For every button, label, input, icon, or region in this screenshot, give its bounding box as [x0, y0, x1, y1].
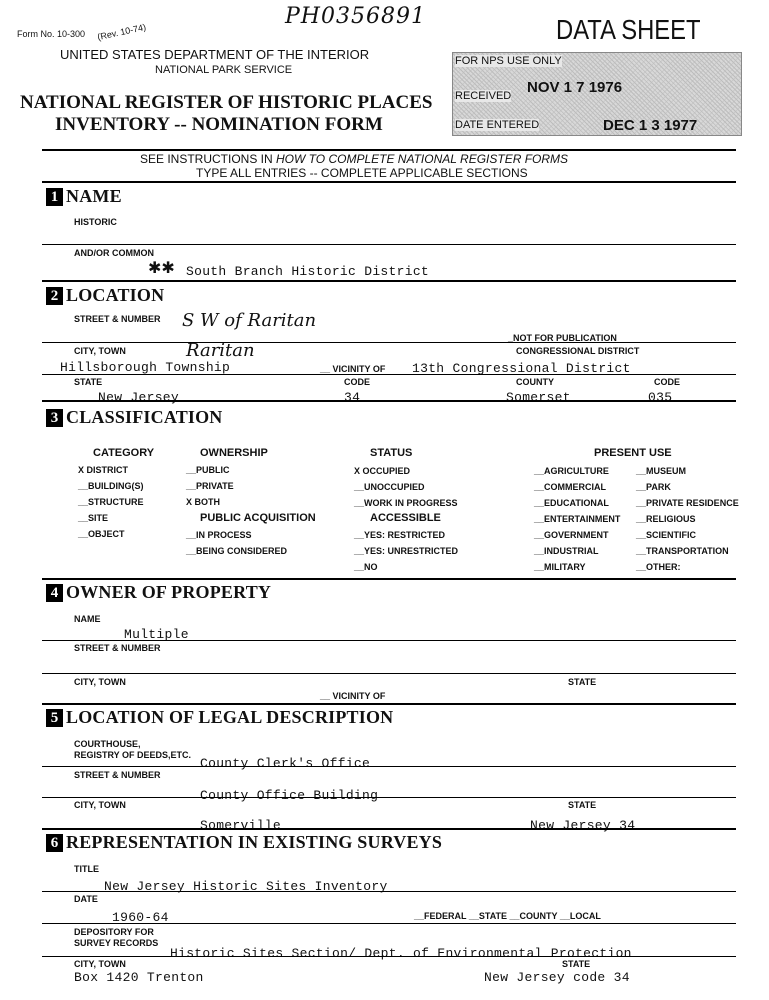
city-line	[42, 374, 736, 375]
owner-street-line	[42, 673, 736, 674]
form-title-line2: INVENTORY -- NOMINATION FORM	[55, 114, 383, 135]
section-2-title: LOCATION	[66, 285, 165, 305]
ownership-public[interactable]: __PUBLIC	[186, 465, 230, 475]
use-park[interactable]: __PARK	[636, 482, 671, 492]
survey-date-value: 1960-64	[112, 910, 169, 925]
accessible-heading: ACCESSIBLE	[370, 512, 441, 524]
ownership-private[interactable]: __PRIVATE	[186, 481, 234, 491]
use-museum[interactable]: __MUSEUM	[636, 466, 687, 476]
public-acquisition-heading: PUBLIC ACQUISITION	[200, 512, 316, 524]
use-religious[interactable]: __RELIGIOUS	[636, 514, 696, 524]
data-sheet-heading: DATA SHEET	[556, 14, 701, 45]
ownership-both[interactable]: X BOTH	[186, 497, 221, 507]
owner-street-label: STREET & NUMBER	[74, 643, 161, 653]
use-entertainment[interactable]: __ENTERTAINMENT	[534, 514, 621, 524]
survey-city-label: CITY, TOWN	[74, 959, 126, 969]
form-title-line1: NATIONAL REGISTER OF HISTORIC PLACES	[20, 92, 433, 113]
survey-date-label: DATE	[74, 894, 98, 904]
not-for-publication: _NOT FOR PUBLICATION	[508, 333, 617, 343]
owner-state-label: STATE	[568, 677, 597, 687]
category-object[interactable]: __OBJECT	[78, 529, 125, 539]
state-code-value: 34	[344, 390, 361, 405]
status-occupied[interactable]: X OCCUPIED	[354, 466, 411, 476]
instructions-line2: TYPE ALL ENTRIES -- COMPLETE APPLICABLE SECTIONS	[196, 166, 528, 180]
section-1-title: NAME	[66, 186, 122, 206]
header-divider	[42, 149, 736, 151]
use-commercial[interactable]: __COMMERCIAL	[534, 482, 607, 492]
acquisition-being-considered[interactable]: __BEING CONSIDERED	[186, 546, 288, 556]
common-name-label: AND/OR COMMON	[74, 248, 154, 258]
instructions-prefix: SEE INSTRUCTIONS IN	[140, 152, 277, 166]
code-label: CODE	[344, 377, 371, 387]
section-4-title: OWNER OF PROPERTY	[66, 582, 272, 602]
acquisition-in-process[interactable]: __IN PROCESS	[186, 530, 252, 540]
use-other[interactable]: __OTHER:	[636, 562, 681, 572]
owner-name-line	[42, 640, 736, 641]
present-use-heading: PRESENT USE	[594, 447, 672, 459]
common-name-value: South Branch Historic District	[186, 264, 430, 279]
category-district[interactable]: X DISTRICT	[78, 465, 129, 475]
department-name: UNITED STATES DEPARTMENT OF THE INTERIOR	[60, 47, 370, 62]
congressional-district-value: 13th Congressional District	[412, 361, 631, 376]
section-1-divider	[42, 280, 736, 282]
county-code-label: CODE	[654, 377, 681, 387]
historic-label: HISTORIC	[74, 217, 117, 227]
legal-city-value: Somerville	[200, 818, 282, 833]
legal-street-label: STREET & NUMBER	[74, 770, 161, 780]
legal-state-label: STATE	[568, 800, 597, 810]
use-educational[interactable]: __EDUCATIONAL	[534, 498, 609, 508]
nps-use-box	[452, 52, 742, 136]
registry-line	[42, 766, 736, 767]
vicinity-of-label: __ VICINITY OF	[320, 364, 386, 374]
owner-city-label: CITY, TOWN	[74, 677, 126, 687]
handwritten-reference-number: PH0356891	[285, 4, 426, 29]
street-handwritten: S W of Raritan	[182, 310, 317, 331]
date-entered-label: DATE ENTERED	[455, 119, 540, 131]
section-4-number: 4	[46, 584, 63, 602]
survey-title-line	[42, 891, 736, 892]
status-heading: STATUS	[370, 447, 413, 459]
state-value: New Jersey	[98, 390, 180, 405]
use-transportation[interactable]: __TRANSPORTATION	[636, 546, 729, 556]
section-6-number: 6	[46, 834, 63, 852]
depository-value: Historic Sites Section/ Dept. of Environmental Protection	[170, 946, 632, 961]
section-2-number: 2	[46, 287, 63, 305]
category-structure[interactable]: __STRUCTURE	[78, 497, 144, 507]
section-3-divider	[42, 578, 736, 580]
depository-label-1: DEPOSITORY FOR	[74, 927, 154, 937]
date-entered-stamp: DEC 1 3 1977	[603, 117, 698, 134]
county-label: COUNTY	[516, 377, 554, 387]
ownership-heading: OWNERSHIP	[200, 447, 268, 459]
use-government[interactable]: __GOVERNMENT	[534, 530, 609, 540]
category-site[interactable]: __SITE	[78, 513, 109, 523]
asterisk-marks: ✱✱	[148, 260, 175, 277]
city-value: Hillsborough Township	[60, 360, 231, 375]
survey-title-value: New Jersey Historic Sites Inventory	[104, 879, 388, 894]
received-stamp: NOV 1 7 1976	[527, 79, 623, 96]
street-line	[42, 342, 736, 343]
nps-use-label: FOR NPS USE ONLY	[455, 55, 562, 67]
category-heading: CATEGORY	[93, 447, 155, 459]
status-unoccupied[interactable]: __UNOCCUPIED	[354, 482, 425, 492]
section-4-divider	[42, 703, 736, 705]
state-label: STATE	[74, 377, 103, 387]
legal-street-line	[42, 797, 736, 798]
registry-value: County Clerk's Office	[200, 756, 371, 771]
historic-line	[42, 244, 736, 245]
use-military[interactable]: __MILITARY	[534, 562, 586, 572]
instructions-line1	[140, 152, 568, 166]
accessible-unrestricted[interactable]: __YES: UNRESTRICTED	[354, 546, 459, 556]
instructions-guide-title: HOW TO COMPLETE NATIONAL REGISTER FORMS	[276, 152, 569, 166]
section-5-title: LOCATION OF LEGAL DESCRIPTION	[66, 707, 394, 727]
category-buildings[interactable]: __BUILDING(S)	[78, 481, 144, 491]
instructions-divider	[42, 181, 736, 183]
depository-label-2: SURVEY RECORDS	[74, 938, 159, 948]
section-1-number: 1	[46, 188, 63, 206]
owner-name-label: NAME	[74, 614, 101, 624]
county-value: Somerset	[506, 390, 571, 405]
legal-state-value: New Jersey 34	[530, 818, 636, 833]
owner-vicinity-label: __ VICINITY OF	[320, 691, 386, 701]
section-5-number: 5	[46, 709, 63, 727]
county-code-value: 035	[648, 390, 673, 405]
section-3-title: CLASSIFICATION	[66, 407, 223, 427]
courthouse-label: COURTHOUSE,	[74, 739, 141, 749]
city-handwritten: Raritan	[186, 340, 255, 361]
city-town-label: CITY, TOWN	[74, 346, 126, 356]
registry-label: REGISTRY OF DEEDS,ETC.	[74, 750, 192, 760]
form-number: Form No. 10-300	[17, 29, 86, 39]
section-3-number: 3	[46, 409, 63, 427]
section-2-divider	[42, 400, 736, 402]
use-private-residence[interactable]: __PRIVATE RESIDENCE	[636, 498, 739, 508]
congressional-district-label: CONGRESSIONAL DISTRICT	[516, 346, 640, 356]
depository-line	[42, 956, 736, 957]
section-6-title: REPRESENTATION IN EXISTING SURVEYS	[66, 832, 443, 852]
accessible-restricted[interactable]: __YES: RESTRICTED	[354, 530, 446, 540]
legal-street-value: County Office Building	[200, 788, 379, 803]
survey-state-label: STATE	[562, 959, 591, 969]
owner-name-value: Multiple	[124, 627, 189, 642]
street-number-label: STREET & NUMBER	[74, 314, 161, 324]
survey-title-label: TITLE	[74, 864, 99, 874]
received-label: RECEIVED	[455, 90, 512, 102]
survey-state-value: New Jersey code 34	[484, 970, 630, 985]
use-industrial[interactable]: __INDUSTRIAL	[534, 546, 599, 556]
survey-level-options: __FEDERAL __STATE __COUNTY __LOCAL	[414, 911, 601, 921]
accessible-no[interactable]: __NO	[354, 562, 378, 572]
form-revision: (Rev. 10-74)	[96, 21, 147, 43]
survey-city-value: Box 1420 Trenton	[74, 970, 204, 985]
survey-date-line	[42, 923, 736, 924]
status-work-in-progress[interactable]: __WORK IN PROGRESS	[354, 498, 458, 508]
section-5-divider	[42, 828, 736, 830]
use-scientific[interactable]: __SCIENTIFIC	[636, 530, 697, 540]
use-agriculture[interactable]: __AGRICULTURE	[534, 466, 609, 476]
service-name: NATIONAL PARK SERVICE	[155, 64, 293, 76]
legal-city-label: CITY, TOWN	[74, 800, 126, 810]
